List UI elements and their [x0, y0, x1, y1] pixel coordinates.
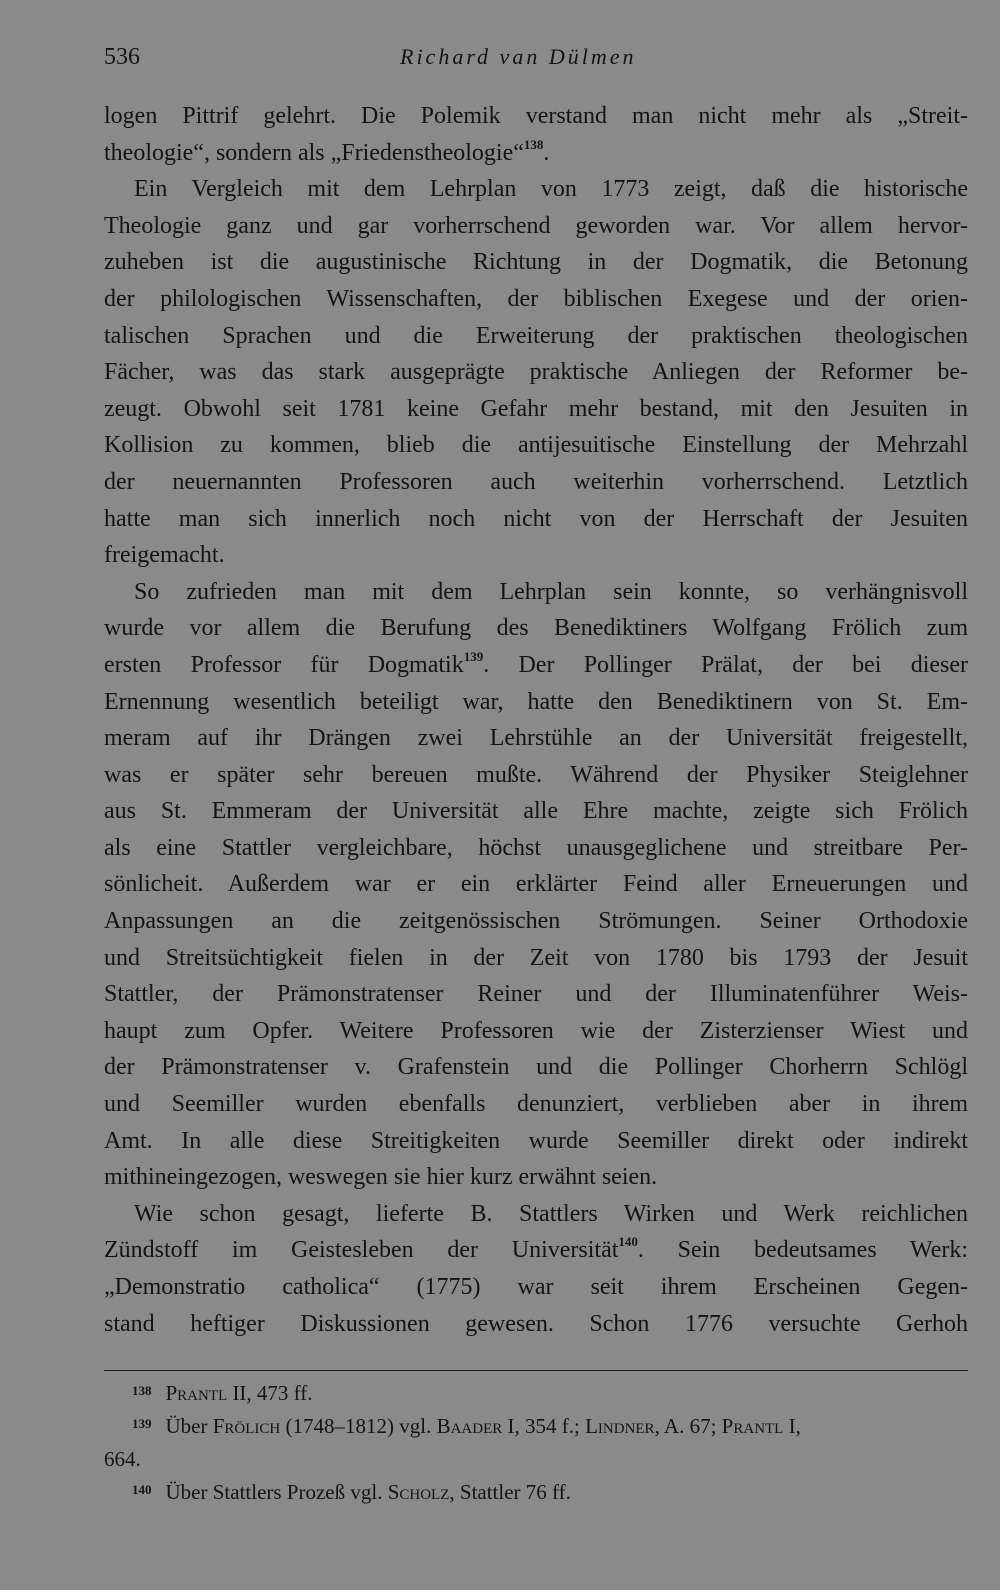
text-line: als eine Stattler vergleichbare, höchst unausgeglichene und streitbare Per- [104, 834, 968, 861]
text-line: zuheben ist die augustinische Richtung in der Dogmatik, die Betonung [104, 249, 968, 276]
footnote-139 [104, 1410, 968, 1443]
text-segment: theologie“, sondern als „Friedenstheologie“ [104, 139, 524, 166]
text-line: Ein Vergleich mit dem Lehrplan von 1773 zeigt, daß die historische [134, 176, 968, 203]
text-line: Amt. In alle diese Streitigkeiten wurde Seemiller direkt oder indirekt [104, 1127, 968, 1154]
body-text [104, 98, 968, 1342]
text-line: So zufrieden man mit dem Lehrplan sein konnte, so verhängnisvoll [134, 578, 968, 605]
footnote-text: I, 354 f.; [502, 1414, 586, 1438]
running-title: Richard van Dülmen [400, 44, 637, 69]
text-line: und Seemiller wurden ebenfalls denunziert, verblieben aber in ihrem [104, 1091, 968, 1118]
footnote-text: I, [783, 1414, 801, 1438]
footnote-number: 140 [132, 1482, 152, 1497]
text-segment: . Sein bedeutsames Werk: [637, 1237, 968, 1264]
text-segment: ersten Professor für Dogmatik [104, 651, 464, 678]
text-line: Stattler, der Prämonstratenser Reiner und der Illuminatenführer Weis- [104, 981, 968, 1008]
author-name: Lindner [585, 1414, 655, 1438]
text-line: aus St. Emmeram der Universität alle Ehre machte, zeigte sich Frölich [104, 798, 968, 825]
footnote-ref: 138 [523, 136, 544, 152]
text-line: haupt zum Opfer. Weitere Professoren wie der Zisterzienser Wiest und [104, 1017, 968, 1044]
text-line: „Demonstratio catholica“ (1775) war seit ihrem Erscheinen Gegen- [104, 1274, 968, 1300]
author-name: Frölich [212, 1414, 281, 1438]
text-line: der Prämonstratenser v. Grafenstein und die Pollinger Chorherrn Schlögl [104, 1054, 968, 1081]
author-name: Baader [436, 1414, 503, 1438]
text-segment: . [543, 139, 550, 166]
footnotes [104, 1377, 968, 1509]
text-line: logen Pittrif gelehrt. Die Polemik verstand man nicht mehr als „Streit- [104, 103, 968, 129]
text-line: Anpassungen an die zeitgenössischen Strömungen. Seiner Orthodoxie [104, 908, 968, 935]
footnote-138 [104, 1377, 968, 1410]
text-line: Kollision zu kommen, blieb die antijesuitische Einstellung der Mehrzahl [104, 432, 968, 459]
footnote-number: 139 [132, 1416, 152, 1431]
footnote-number: 138 [132, 1383, 152, 1398]
text-segment: . Der Pollinger Prälat, der bei dieser [483, 651, 968, 678]
footnote-139-continued: 664. [104, 1447, 141, 1471]
author-name: Scholz [387, 1480, 450, 1504]
author-name: Prantl [165, 1381, 228, 1405]
page-number: 536 [104, 44, 140, 70]
text-line: Ernennung wesentlich beteiligt war, hatte den Benediktinern von St. Em- [104, 688, 968, 715]
text-line [104, 135, 968, 172]
running-head [104, 44, 968, 80]
text-line: zeugt. Obwohl seit 1781 keine Gefahr mehr bestand, mit den Jesuiten in [104, 395, 968, 422]
footnote-text: II, 473 ff. [227, 1381, 313, 1405]
text-line: der philologischen Wissenschaften, der biblischen Exegese und der orien- [104, 285, 968, 312]
footnote-text: , Stattler 76 ff. [449, 1480, 571, 1504]
text-line: Wie schon gesagt, lieferte B. Stattlers Wirken und Werk reichlichen [134, 1200, 968, 1227]
text-line: stand heftiger Diskussionen gewesen. Schon 1776 versuchte Gerhoh [104, 1310, 968, 1337]
text-line [104, 647, 968, 684]
author-name: Prantl [721, 1414, 784, 1438]
text-line: hatte man sich innerlich noch nicht von der Herrschaft der Jesuiten [104, 505, 968, 532]
text-line: sönlicheit. Außerdem war er ein erklärter Feind aller Erneuerungen und [104, 871, 968, 898]
text-line: meram auf ihr Drängen zwei Lehrstühle an der Universität freigestellt, [104, 725, 968, 752]
footnote-ref: 139 [463, 648, 484, 664]
footnote-text: Über [165, 1414, 213, 1438]
footnote-text: (1748–1812) vgl. [280, 1414, 437, 1438]
text-line: was er später sehr bereuen mußte. Während der Physiker Steiglehner [104, 761, 968, 788]
text-line [104, 1232, 968, 1269]
text-line: talischen Sprachen und die Erweiterung der praktischen theologischen [104, 322, 968, 349]
text-segment: Zündstoff im Geistesleben der Universität [104, 1237, 619, 1264]
text-line: freigemacht. [104, 542, 225, 569]
text-line: wurde vor allem die Berufung des Benediktiners Wolfgang Frölich zum [104, 615, 968, 642]
footnote-text: , A. 67; [654, 1414, 722, 1438]
footnote-divider [104, 1370, 968, 1371]
footnote-140 [104, 1476, 968, 1509]
text-line: und Streitsüchtigkeit fielen in der Zeit von 1780 bis 1793 der Jesuit [104, 944, 968, 971]
text-line: Theologie ganz und gar vorherrschend geworden war. Vor allem hervor- [104, 212, 968, 239]
text-line: mithineingezogen, weswegen sie hier kurz erwähnt seien. [104, 1164, 658, 1191]
text-line: der neuernannten Professoren auch weiterhin vorherrschend. Letztlich [104, 468, 968, 495]
text-line: Fächer, was das stark ausgeprägte praktische Anliegen der Reformer be- [104, 359, 968, 386]
footnote-ref: 140 [618, 1234, 638, 1250]
footnote-text: Über Stattlers Prozeß vgl. [165, 1480, 388, 1504]
